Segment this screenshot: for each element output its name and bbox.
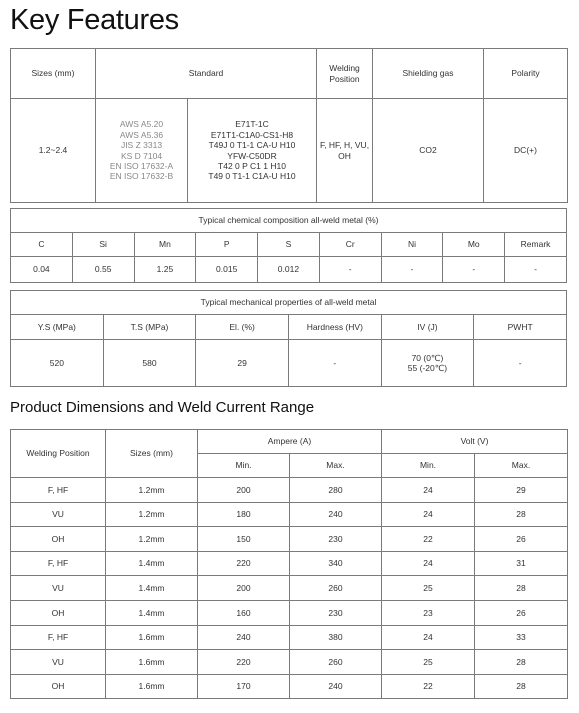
mech-value-ts: 580 (103, 340, 196, 387)
dim-header-sizes: Sizes (mm) (106, 430, 198, 478)
chem-value-mn: 1.25 (134, 257, 196, 283)
dimensions-body (11, 478, 568, 699)
dim-header-ampere: Ampere (A) (198, 430, 382, 454)
dim-header-volt: Volt (V) (382, 430, 568, 454)
mech-value-hardness: - (288, 340, 381, 387)
dim-cell-volt-max: 28 (475, 576, 568, 601)
mech-value-el: 29 (196, 340, 289, 387)
dim-cell-ampere-max: 260 (290, 650, 382, 675)
dim-cell-size: 1.6mm (106, 674, 198, 699)
spec-header-standard: Standard (96, 49, 317, 99)
chemical-table (10, 208, 567, 283)
mech-header-iv: IV (J) (381, 315, 474, 340)
dim-cell-volt-min: 22 (382, 674, 475, 699)
chem-value-mo: - (443, 257, 505, 283)
spec-classifications (188, 99, 317, 203)
dim-cell-ampere-min: 220 (198, 650, 290, 675)
standard-code: EN ISO 17632-B (109, 171, 174, 182)
chem-header-cr: Cr (319, 233, 381, 257)
dim-cell-volt-min: 22 (382, 527, 475, 552)
spec-table (10, 48, 568, 203)
dim-cell-ampere-max: 380 (290, 625, 382, 650)
dim-cell-size: 1.2mm (106, 478, 198, 503)
dim-cell-ampere-max: 280 (290, 478, 382, 503)
dim-cell-volt-min: 24 (382, 551, 475, 576)
dim-cell-position: OH (11, 674, 106, 699)
chem-value-c: 0.04 (11, 257, 73, 283)
chem-header-ni: Ni (381, 233, 443, 257)
standard-code: AWS A5.20 (119, 119, 164, 130)
mech-header-el: El. (%) (196, 315, 289, 340)
table-row (11, 576, 568, 601)
dim-cell-volt-min: 24 (382, 478, 475, 503)
mechanical-table (10, 290, 567, 387)
spec-welding-position: F, HF, H, VU, OH (317, 99, 373, 203)
classification: T49J 0 T1-1 CA-U H10 (208, 140, 296, 151)
chem-value-cr: - (319, 257, 381, 283)
spec-polarity: DC(+) (484, 99, 568, 203)
dim-cell-volt-max: 26 (475, 600, 568, 625)
table-row (11, 478, 568, 503)
dim-cell-ampere-max: 230 (290, 527, 382, 552)
mech-header-ys: Y.S (MPa) (11, 315, 104, 340)
dim-cell-ampere-min: 220 (198, 551, 290, 576)
chemical-caption: Typical chemical composition all-weld metal (%) (11, 209, 567, 233)
dim-cell-volt-max: 28 (475, 674, 568, 699)
dim-cell-position: VU (11, 502, 106, 527)
dim-cell-size: 1.4mm (106, 576, 198, 601)
dim-cell-ampere-min: 160 (198, 600, 290, 625)
chem-header-si: Si (72, 233, 134, 257)
dim-cell-ampere-min: 200 (198, 576, 290, 601)
standard-code: KS D 7104 (120, 150, 163, 161)
table-row (11, 600, 568, 625)
mech-value-iv: 70 (0℃) 55 (-20℃) (381, 340, 474, 387)
dim-header-ampere-min: Min. (198, 454, 290, 478)
table-row (11, 502, 568, 527)
spec-header-polarity: Polarity (484, 49, 568, 99)
mechanical-caption: Typical mechanical properties of all-weld metal (11, 291, 567, 315)
chem-value-s: 0.012 (258, 257, 320, 283)
table-row (11, 625, 568, 650)
dim-cell-volt-max: 31 (475, 551, 568, 576)
dim-cell-ampere-max: 230 (290, 600, 382, 625)
mech-value-pwht: - (474, 340, 567, 387)
spec-size: 1.2~2.4 (11, 99, 96, 203)
dim-cell-ampere-min: 180 (198, 502, 290, 527)
spec-header-welding-position: Welding Position (317, 49, 373, 99)
dim-cell-position: F, HF (11, 478, 106, 503)
spec-header-shielding-gas: Shielding gas (373, 49, 484, 99)
dim-cell-volt-min: 23 (382, 600, 475, 625)
dim-cell-ampere-max: 340 (290, 551, 382, 576)
table-row (11, 674, 568, 699)
dim-cell-size: 1.2mm (106, 527, 198, 552)
dim-cell-volt-min: 24 (382, 625, 475, 650)
dim-cell-volt-max: 28 (475, 502, 568, 527)
spec-standard-codes (96, 99, 188, 203)
dim-cell-position: VU (11, 650, 106, 675)
classification: T49 0 T1-1 C1A-U H10 (208, 171, 296, 182)
dim-cell-ampere-min: 240 (198, 625, 290, 650)
dim-cell-volt-max: 33 (475, 625, 568, 650)
classification: T42 0 P C1 1 H10 (218, 160, 286, 171)
dim-header-volt-min: Min. (382, 454, 475, 478)
mech-header-pwht: PWHT (474, 315, 567, 340)
standard-code: JIS Z 3313 (120, 140, 163, 151)
dim-cell-position: VU (11, 576, 106, 601)
table-row (11, 551, 568, 576)
dim-cell-ampere-min: 170 (198, 674, 290, 699)
chem-value-ni: - (381, 257, 443, 283)
classification: E71T-1C (235, 119, 269, 130)
chem-header-mo: Mo (443, 233, 505, 257)
chem-header-p: P (196, 233, 258, 257)
dim-cell-ampere-min: 150 (198, 527, 290, 552)
dim-cell-size: 1.6mm (106, 625, 198, 650)
dim-cell-ampere-max: 240 (290, 674, 382, 699)
classification: YFW-C50DR (227, 150, 277, 161)
chem-value-remark: - (505, 257, 567, 283)
dim-cell-ampere-max: 260 (290, 576, 382, 601)
page-title: Key Features (10, 4, 179, 36)
dim-header-ampere-max: Max. (290, 454, 382, 478)
mech-header-hardness: Hardness (HV) (288, 315, 381, 340)
mech-header-ts: T.S (MPa) (103, 315, 196, 340)
chem-header-s: S (258, 233, 320, 257)
dim-cell-position: F, HF (11, 551, 106, 576)
table-row (11, 527, 568, 552)
mech-value-ys: 520 (11, 340, 104, 387)
classification: E71T1-C1A0-CS1-H8 (210, 129, 294, 140)
dim-cell-ampere-min: 200 (198, 478, 290, 503)
dim-cell-volt-max: 26 (475, 527, 568, 552)
dim-cell-volt-min: 25 (382, 576, 475, 601)
standard-code: AWS A5.36 (119, 129, 164, 140)
dim-cell-volt-min: 25 (382, 650, 475, 675)
dim-cell-ampere-max: 240 (290, 502, 382, 527)
dim-header-volt-max: Max. (475, 454, 568, 478)
dim-cell-size: 1.2mm (106, 502, 198, 527)
spec-shielding-gas: CO2 (373, 99, 484, 203)
chem-header-mn: Mn (134, 233, 196, 257)
dim-cell-position: OH (11, 600, 106, 625)
table-row (11, 650, 568, 675)
spec-header-sizes: Sizes (mm) (11, 49, 96, 99)
dimensions-table (10, 429, 568, 699)
dim-cell-volt-max: 28 (475, 650, 568, 675)
dim-cell-position: OH (11, 527, 106, 552)
dim-cell-position: F, HF (11, 625, 106, 650)
dim-cell-size: 1.4mm (106, 600, 198, 625)
chem-value-p: 0.015 (196, 257, 258, 283)
chem-header-c: C (11, 233, 73, 257)
chem-header-remark: Remark (505, 233, 567, 257)
dim-cell-volt-min: 24 (382, 502, 475, 527)
chem-value-si: 0.55 (72, 257, 134, 283)
dim-header-position: Welding Position (11, 430, 106, 478)
standard-code: EN ISO 17632-A (109, 160, 174, 171)
dim-cell-size: 1.4mm (106, 551, 198, 576)
dim-cell-size: 1.6mm (106, 650, 198, 675)
section-title: Product Dimensions and Weld Current Range (10, 399, 315, 416)
dim-cell-volt-max: 29 (475, 478, 568, 503)
